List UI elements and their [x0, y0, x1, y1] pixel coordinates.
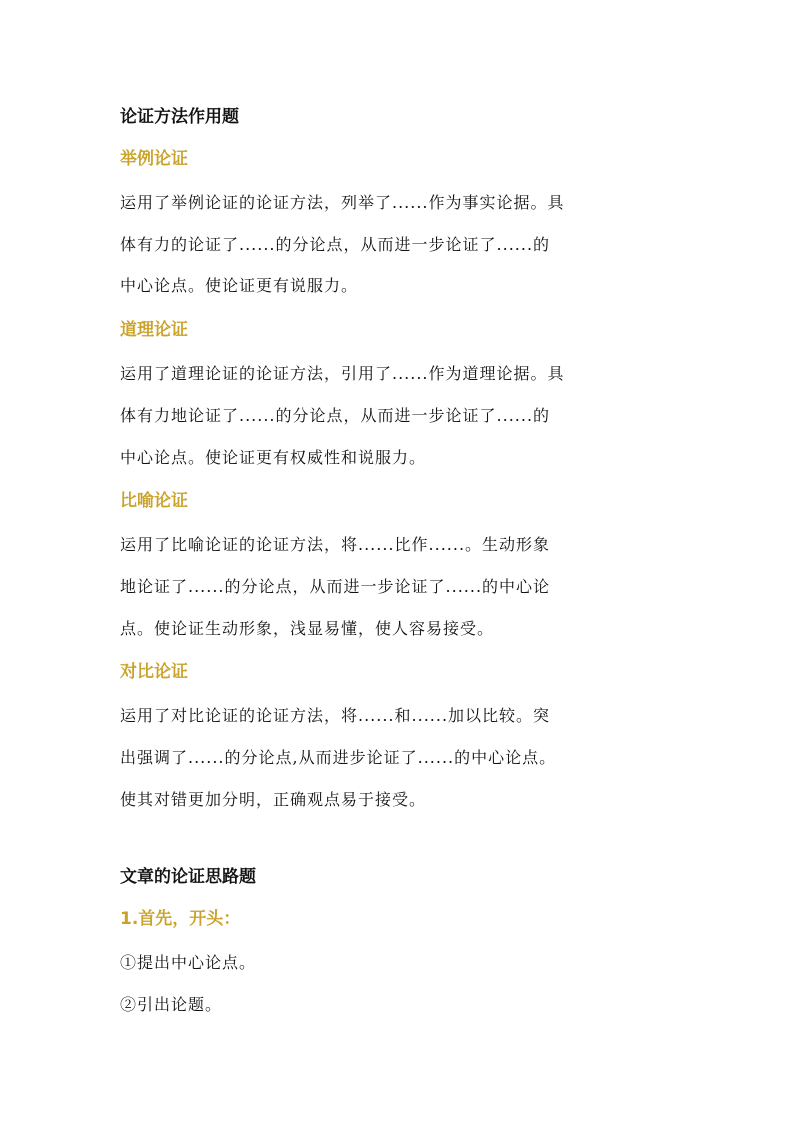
text-line: 体有力地论证了......的分论点，从而进一步论证了......的 [120, 405, 551, 425]
paragraph-metaphor-argument [120, 524, 680, 649]
text-line: 出强调了......的分论点,从而进步论证了......的中心论点。 [120, 748, 557, 768]
subheading-first-opening: 1.首先，开头： [120, 909, 241, 930]
paragraph-example-argument [120, 182, 680, 307]
subheading-contrast-argument: 对比论证 [120, 662, 188, 683]
paragraph-reasoning-argument [120, 353, 680, 478]
subheading-example-argument: 举例论证 [120, 149, 188, 169]
paragraph-contrast-argument [120, 695, 680, 820]
text-line: 体有力的论证了......的分论点，从而进一步论证了......的 [120, 234, 551, 254]
text-line: 运用了道理论证的论证方法，引用了......作为道理论据。具 [120, 364, 565, 384]
section-title-argument-structure: 文章的论证思路题 [120, 867, 256, 888]
text-line: 地论证了......的分论点，从而进一步论证了......的中心论 [120, 576, 551, 596]
list-item: ②引出论题。 [120, 995, 223, 1015]
text-line: 运用了比喻论证的论证方法，将......比作......。生动形象 [120, 535, 551, 555]
text-line: 中心论点。使论证更有说服力。 [120, 276, 359, 296]
section-title-argument-methods: 论证方法作用题 [120, 107, 239, 127]
document-content [120, 100, 680, 1026]
text-line: 中心论点。使论证更有权威性和说服力。 [120, 447, 427, 467]
text-line: 点。使论证生动形象，浅显易懂，使人容易接受。 [120, 618, 495, 638]
text-line: 使其对错更加分明，正确观点易于接受。 [120, 789, 427, 809]
text-line: 运用了举例论证的论证方法，列举了......作为事实论据。具 [120, 193, 565, 212]
subheading-metaphor-argument: 比喻论证 [120, 491, 188, 512]
text-line: 运用了对比论证的论证方法，将......和......加以比较。突 [120, 706, 551, 726]
subheading-reasoning-argument: 道理论证 [120, 320, 188, 341]
list-item: ①提出中心论点。 [120, 953, 257, 973]
